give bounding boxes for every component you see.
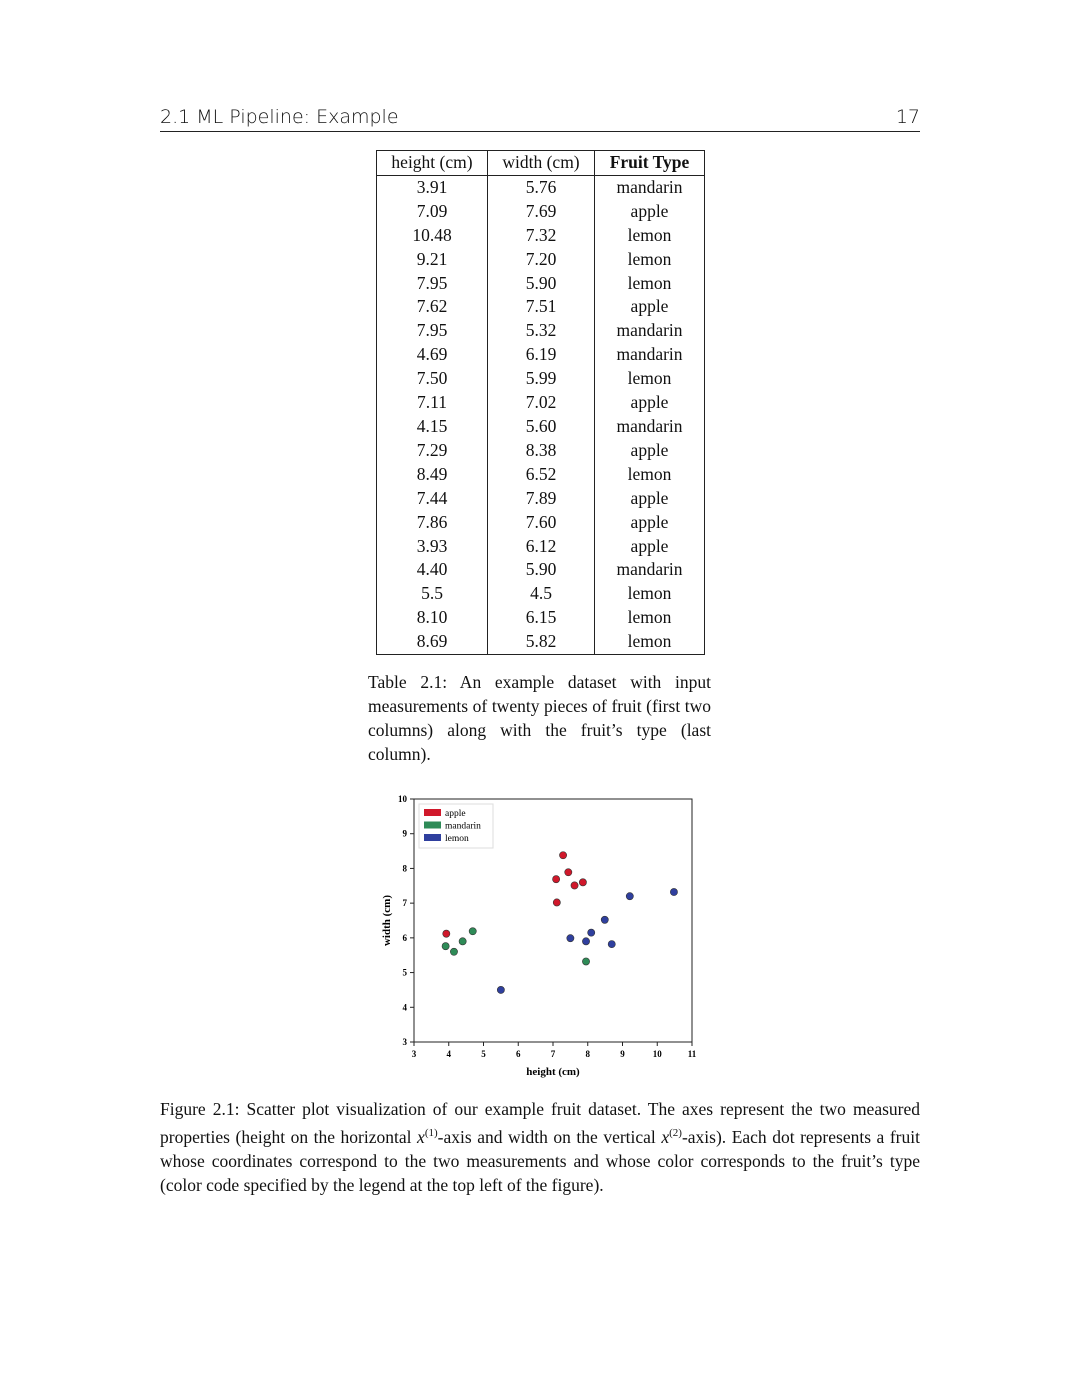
table-cell: apple (595, 511, 705, 535)
table-cell: lemon (595, 272, 705, 296)
table-cell: 5.90 (488, 558, 595, 582)
table-cell: lemon (595, 630, 705, 654)
table-cell: 7.60 (488, 511, 595, 535)
table-cell: apple (595, 200, 705, 224)
table-cell: 7.44 (377, 487, 488, 511)
table-cell: apple (595, 487, 705, 511)
table-cell: 7.95 (377, 319, 488, 343)
x-axis-label: height (cm) (526, 1066, 580, 1078)
table-cell: 9.21 (377, 248, 488, 272)
table-cell: apple (595, 535, 705, 559)
table-cell: 5.76 (488, 175, 595, 199)
caption-sup: (1) (424, 1127, 438, 1139)
lemon-point (582, 938, 589, 945)
apple-point (579, 879, 586, 886)
legend-label-mandarin: mandarin (445, 821, 481, 832)
mandarin-point (450, 948, 457, 955)
legend-swatch-apple (424, 809, 441, 816)
table-cell: mandarin (595, 558, 705, 582)
apple-point (559, 852, 566, 859)
table-cell: 7.86 (377, 511, 488, 535)
mandarin-point (459, 938, 466, 945)
table-cell: 8.38 (488, 439, 595, 463)
y-tick-label: 8 (402, 863, 407, 874)
table-cell: 7.09 (377, 200, 488, 224)
table-cell: 7.95 (377, 272, 488, 296)
table-row (377, 582, 705, 606)
table-row (377, 415, 705, 439)
table-row (377, 343, 705, 367)
caption-sup: (2) (669, 1127, 682, 1139)
table-cell: 6.12 (488, 535, 595, 559)
table-row (377, 558, 705, 582)
table-cell: 7.62 (377, 295, 488, 319)
legend-label-lemon: lemon (445, 834, 469, 844)
table-cell: mandarin (595, 343, 705, 367)
y-tick-label: 4 (402, 1002, 407, 1013)
table-row (377, 463, 705, 487)
table-cell: 5.32 (488, 319, 595, 343)
table-cell: lemon (595, 463, 705, 487)
table-row (377, 630, 705, 654)
table-row (377, 606, 705, 630)
table-cell: 4.5 (488, 582, 595, 606)
lemon-point (626, 893, 633, 900)
table-cell: mandarin (595, 175, 705, 199)
table-cell: 10.48 (377, 224, 488, 248)
apple-point (571, 882, 578, 889)
x-tick-label: 9 (620, 1049, 625, 1059)
table-cell: 5.60 (488, 415, 595, 439)
table-row (377, 439, 705, 463)
table-cell: 7.29 (377, 439, 488, 463)
running-header-section: 2.1 ML Pipeline: Example (160, 106, 399, 128)
mandarin-point (442, 943, 449, 950)
table-row (377, 487, 705, 511)
table-row (377, 391, 705, 415)
table-cell: 4.15 (377, 415, 488, 439)
table-row (377, 535, 705, 559)
table-cell: 7.50 (377, 367, 488, 391)
table-cell: 7.51 (488, 295, 595, 319)
x-tick-label: 7 (550, 1049, 556, 1059)
table-cell: apple (595, 439, 705, 463)
x-tick-label: 3 (411, 1049, 417, 1059)
caption-var: x (661, 1126, 670, 1147)
table-cell: 5.90 (488, 272, 595, 296)
table-cell: 6.19 (488, 343, 595, 367)
y-axis-label: width (cm) (381, 894, 393, 947)
table-row (377, 367, 705, 391)
table-cell: 6.52 (488, 463, 595, 487)
lemon-point (588, 929, 595, 936)
x-tick-label: 6 (516, 1049, 521, 1059)
y-tick-label: 7 (402, 898, 407, 909)
table-cell: 7.02 (488, 391, 595, 415)
y-tick-label: 3 (402, 1037, 407, 1047)
caption-text: -axis and width on the vertical (437, 1126, 662, 1147)
mandarin-point (582, 958, 589, 965)
table-row (377, 295, 705, 319)
lemon-point (567, 935, 574, 942)
x-tick-label: 5 (481, 1049, 486, 1059)
table-caption: Table 2.1: An example dataset with input measurements of twenty pieces of fruit (first two columns) along with the fruit’s type (last column). (368, 672, 711, 764)
page-number: 17 (895, 106, 920, 128)
table-cell: 5.99 (488, 367, 595, 391)
table-cell: 3.91 (377, 175, 488, 199)
header-rule (160, 131, 920, 132)
apple-point (553, 899, 560, 906)
fruit-table (376, 150, 705, 655)
y-tick-label: 5 (402, 967, 407, 978)
table-cell: apple (595, 391, 705, 415)
table-header: height (cm) (377, 151, 488, 176)
table-cell: 8.10 (377, 606, 488, 630)
table-cell: mandarin (595, 319, 705, 343)
table-cell: 6.15 (488, 606, 595, 630)
legend-swatch-mandarin (424, 822, 441, 829)
table-cell: lemon (595, 582, 705, 606)
figure-caption (160, 1097, 920, 1197)
y-tick-label: 6 (402, 932, 407, 943)
table-row (377, 319, 705, 343)
x-tick-label: 8 (585, 1049, 590, 1059)
table-row (377, 200, 705, 224)
table-row (377, 248, 705, 272)
table-cell: 7.11 (377, 391, 488, 415)
legend-label-apple: apple (445, 809, 466, 819)
table-cell: 7.32 (488, 224, 595, 248)
table-cell: 7.20 (488, 248, 595, 272)
table-cell: 8.69 (377, 630, 488, 654)
table-cell: 7.69 (488, 200, 595, 224)
table-row (377, 224, 705, 248)
caption-text: Figure 2.1: Scatter plot visualization of our example fruit dataset. The axes represent the two measured properties (height on the horizontal (160, 1099, 920, 1147)
legend-swatch-lemon (424, 834, 441, 841)
lemon-point (601, 916, 608, 923)
table-header: Fruit Type (595, 151, 705, 176)
caption-var: x (417, 1126, 425, 1147)
table-cell: lemon (595, 606, 705, 630)
table-row (377, 272, 705, 296)
x-tick-label: 10 (652, 1049, 662, 1059)
lemon-point (608, 941, 615, 948)
lemon-point (497, 986, 504, 993)
table-cell: 7.89 (488, 487, 595, 511)
table-cell: 4.69 (377, 343, 488, 367)
x-tick-label: 11 (687, 1049, 697, 1059)
apple-point (565, 869, 572, 876)
x-tick-label: 4 (446, 1049, 451, 1059)
table-cell: lemon (595, 224, 705, 248)
table-cell: 4.40 (377, 558, 488, 582)
table-header: width (cm) (488, 151, 595, 176)
table-cell: lemon (595, 367, 705, 391)
table-cell: mandarin (595, 415, 705, 439)
table-cell: 3.93 (377, 535, 488, 559)
table-cell: apple (595, 295, 705, 319)
table-row (377, 511, 705, 535)
apple-point (553, 876, 560, 883)
table-row (377, 175, 705, 199)
apple-point (443, 930, 450, 937)
y-tick-label: 9 (402, 828, 407, 839)
table-cell: lemon (595, 248, 705, 272)
mandarin-point (469, 928, 476, 935)
scatter-plot (370, 790, 710, 1080)
y-tick-label: 10 (398, 794, 407, 804)
lemon-point (670, 888, 677, 895)
table-cell: 8.49 (377, 463, 488, 487)
caption-text: -axis). Each dot represents a fruit whose coordinates correspond to the two measurements and whose color corresponds to the fruit’s type (color code specified by the legend at the top left of the figure). (160, 1126, 920, 1195)
table-cell: 5.5 (377, 582, 488, 606)
table-cell: 5.82 (488, 630, 595, 654)
